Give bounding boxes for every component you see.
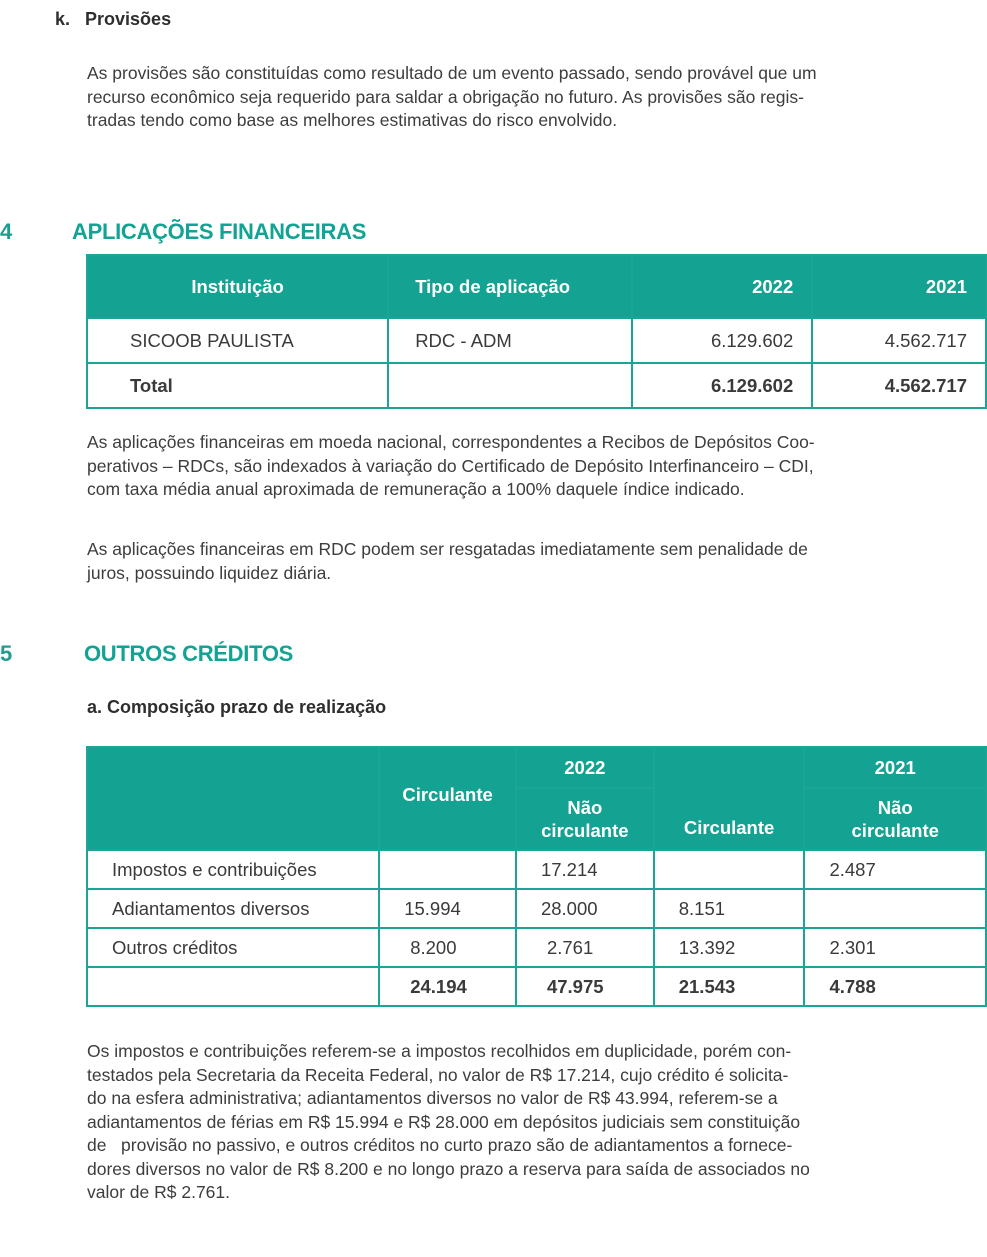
paragraph-line: juros, possuindo liquidez diária. [87, 562, 332, 583]
cell-total-label [87, 967, 379, 1006]
cell-nao-circulante-2021: 2.487 [804, 850, 986, 889]
paragraph-line: Os impostos e contribuições referem-se a impostos recolhidos em duplicidade, porém con- [87, 1041, 792, 1061]
section-5-subtitle: a. Composição prazo de realização [87, 697, 387, 717]
section-5-number: 5 [0, 641, 13, 666]
paragraph-line: tradas tendo como base as melhores estimativas do risco envolvido. [87, 110, 618, 130]
col-header-2021: 2021 [812, 255, 986, 318]
aplicacoes-paragraph-1 [87, 431, 987, 502]
section-4-number: 4 [0, 219, 13, 244]
col-header-year-2022: 2022 [516, 747, 654, 788]
cell-total-nao-circulante-2022: 47.975 [516, 967, 654, 1006]
cell-total-circulante-2021: 21.543 [654, 967, 805, 1006]
paragraph-line: do na esfera administrativa; adiantamentos diversos no valor de R$ 43.994, referem-se a [87, 1088, 778, 1108]
provisoes-label: k. [55, 9, 71, 29]
cell-nao-circulante-2022: 2.761 [516, 928, 654, 967]
aplicacoes-table [86, 254, 987, 409]
section-4-title: APLICAÇÕES FINANCEIRAS [72, 219, 367, 244]
header-line: Não [877, 797, 913, 818]
col-header-instituicao: Instituição [87, 255, 388, 318]
table-row [87, 318, 986, 363]
section-5-title: OUTROS CRÉDITOS [84, 641, 294, 666]
cell-total-2021: 4.562.717 [812, 363, 986, 408]
paragraph-line: As aplicações financeiras em RDC podem ser resgatadas imediatamente sem penalidade de [87, 539, 808, 559]
paragraph-line: testados pela Secretaria da Receita Federal, no valor de R$ 17.214, cujo crédito é solicita- [87, 1064, 789, 1085]
col-header-2022: 2022 [632, 255, 813, 318]
cell-circulante-2021: 8.151 [654, 889, 805, 928]
cell-total-circulante-2022: 24.194 [379, 967, 516, 1006]
provisoes-title: Provisões [85, 9, 172, 29]
paragraph-line: perativos – RDCs, são indexados à variação do Certificado de Depósito Interfinanceiro – CDI, [87, 455, 814, 476]
cell-nao-circulante-2022: 28.000 [516, 889, 654, 928]
outros-creditos-table [86, 746, 987, 1007]
paragraph-line: As provisões são constituídas como resultado de um evento passado, sendo provável que um [87, 63, 817, 83]
cell-total-nao-circulante-2021: 4.788 [804, 967, 986, 1006]
paragraph-line: com taxa média anual aproximada de remuneração a 100% daquele índice indicado. [87, 479, 745, 499]
table-row [87, 889, 986, 928]
cell-circulante-2022: 15.994 [379, 889, 516, 928]
table-row [87, 850, 986, 889]
paragraph-line: recurso econômico seja requerido para saldar a obrigação no futuro. As provisões são regis- [87, 86, 804, 107]
provisoes-paragraph [87, 62, 987, 133]
col-header-tipo: Tipo de aplicação [388, 255, 631, 318]
cell-total-2022: 6.129.602 [632, 363, 813, 408]
header-line: Não [567, 797, 603, 818]
table-total-row [87, 363, 986, 408]
cell-circulante-2021 [654, 850, 805, 889]
cell-circulante-2021: 13.392 [654, 928, 805, 967]
cell-description: Impostos e contribuições [87, 850, 379, 889]
header-line: circulante [851, 820, 939, 841]
paragraph-line: dores diversos no valor de R$ 8.200 e no longo prazo a reserva para saída de associados no [87, 1158, 810, 1179]
col-header-circulante-2021: Circulante [654, 747, 805, 850]
cell-total-label: Total [87, 363, 388, 408]
provisoes-heading [55, 9, 171, 30]
cell-total-empty [388, 363, 631, 408]
cell-tipo: RDC - ADM [388, 318, 631, 363]
cell-2022: 6.129.602 [632, 318, 813, 363]
paragraph-line: de provisão no passivo, e outros créditos no curto prazo são de adiantamentos a fornece- [87, 1135, 793, 1155]
aplicacoes-paragraph-2 [87, 538, 987, 585]
paragraph-line: adiantamentos de férias em R$ 15.994 e R$ 28.000 em depósitos judiciais sem constituição [87, 1111, 801, 1132]
col-header-nao-circulante-2022 [516, 788, 654, 850]
outros-creditos-paragraph [87, 1040, 959, 1205]
table-total-row [87, 967, 986, 1006]
col-header-empty [87, 747, 379, 850]
cell-nao-circulante-2021 [804, 889, 986, 928]
cell-2021: 4.562.717 [812, 318, 986, 363]
header-line: circulante [541, 820, 629, 841]
paragraph-line: As aplicações financeiras em moeda nacional, correspondentes a Recibos de Depósitos Coo- [87, 432, 815, 452]
col-header-circulante-2022: Circulante [379, 747, 516, 850]
cell-circulante-2022: 8.200 [379, 928, 516, 967]
cell-instituicao: SICOOB PAULISTA [87, 318, 388, 363]
cell-description: Outros créditos [87, 928, 379, 967]
col-header-year-2021: 2021 [804, 747, 986, 788]
col-header-nao-circulante-2021 [804, 788, 986, 850]
table-row [87, 928, 986, 967]
paragraph-line: valor de R$ 2.761. [87, 1182, 231, 1202]
table-header-row [87, 747, 986, 788]
cell-circulante-2022 [379, 850, 516, 889]
cell-description: Adiantamentos diversos [87, 889, 379, 928]
table-header-row [87, 255, 986, 318]
cell-nao-circulante-2022: 17.214 [516, 850, 654, 889]
cell-nao-circulante-2021: 2.301 [804, 928, 986, 967]
